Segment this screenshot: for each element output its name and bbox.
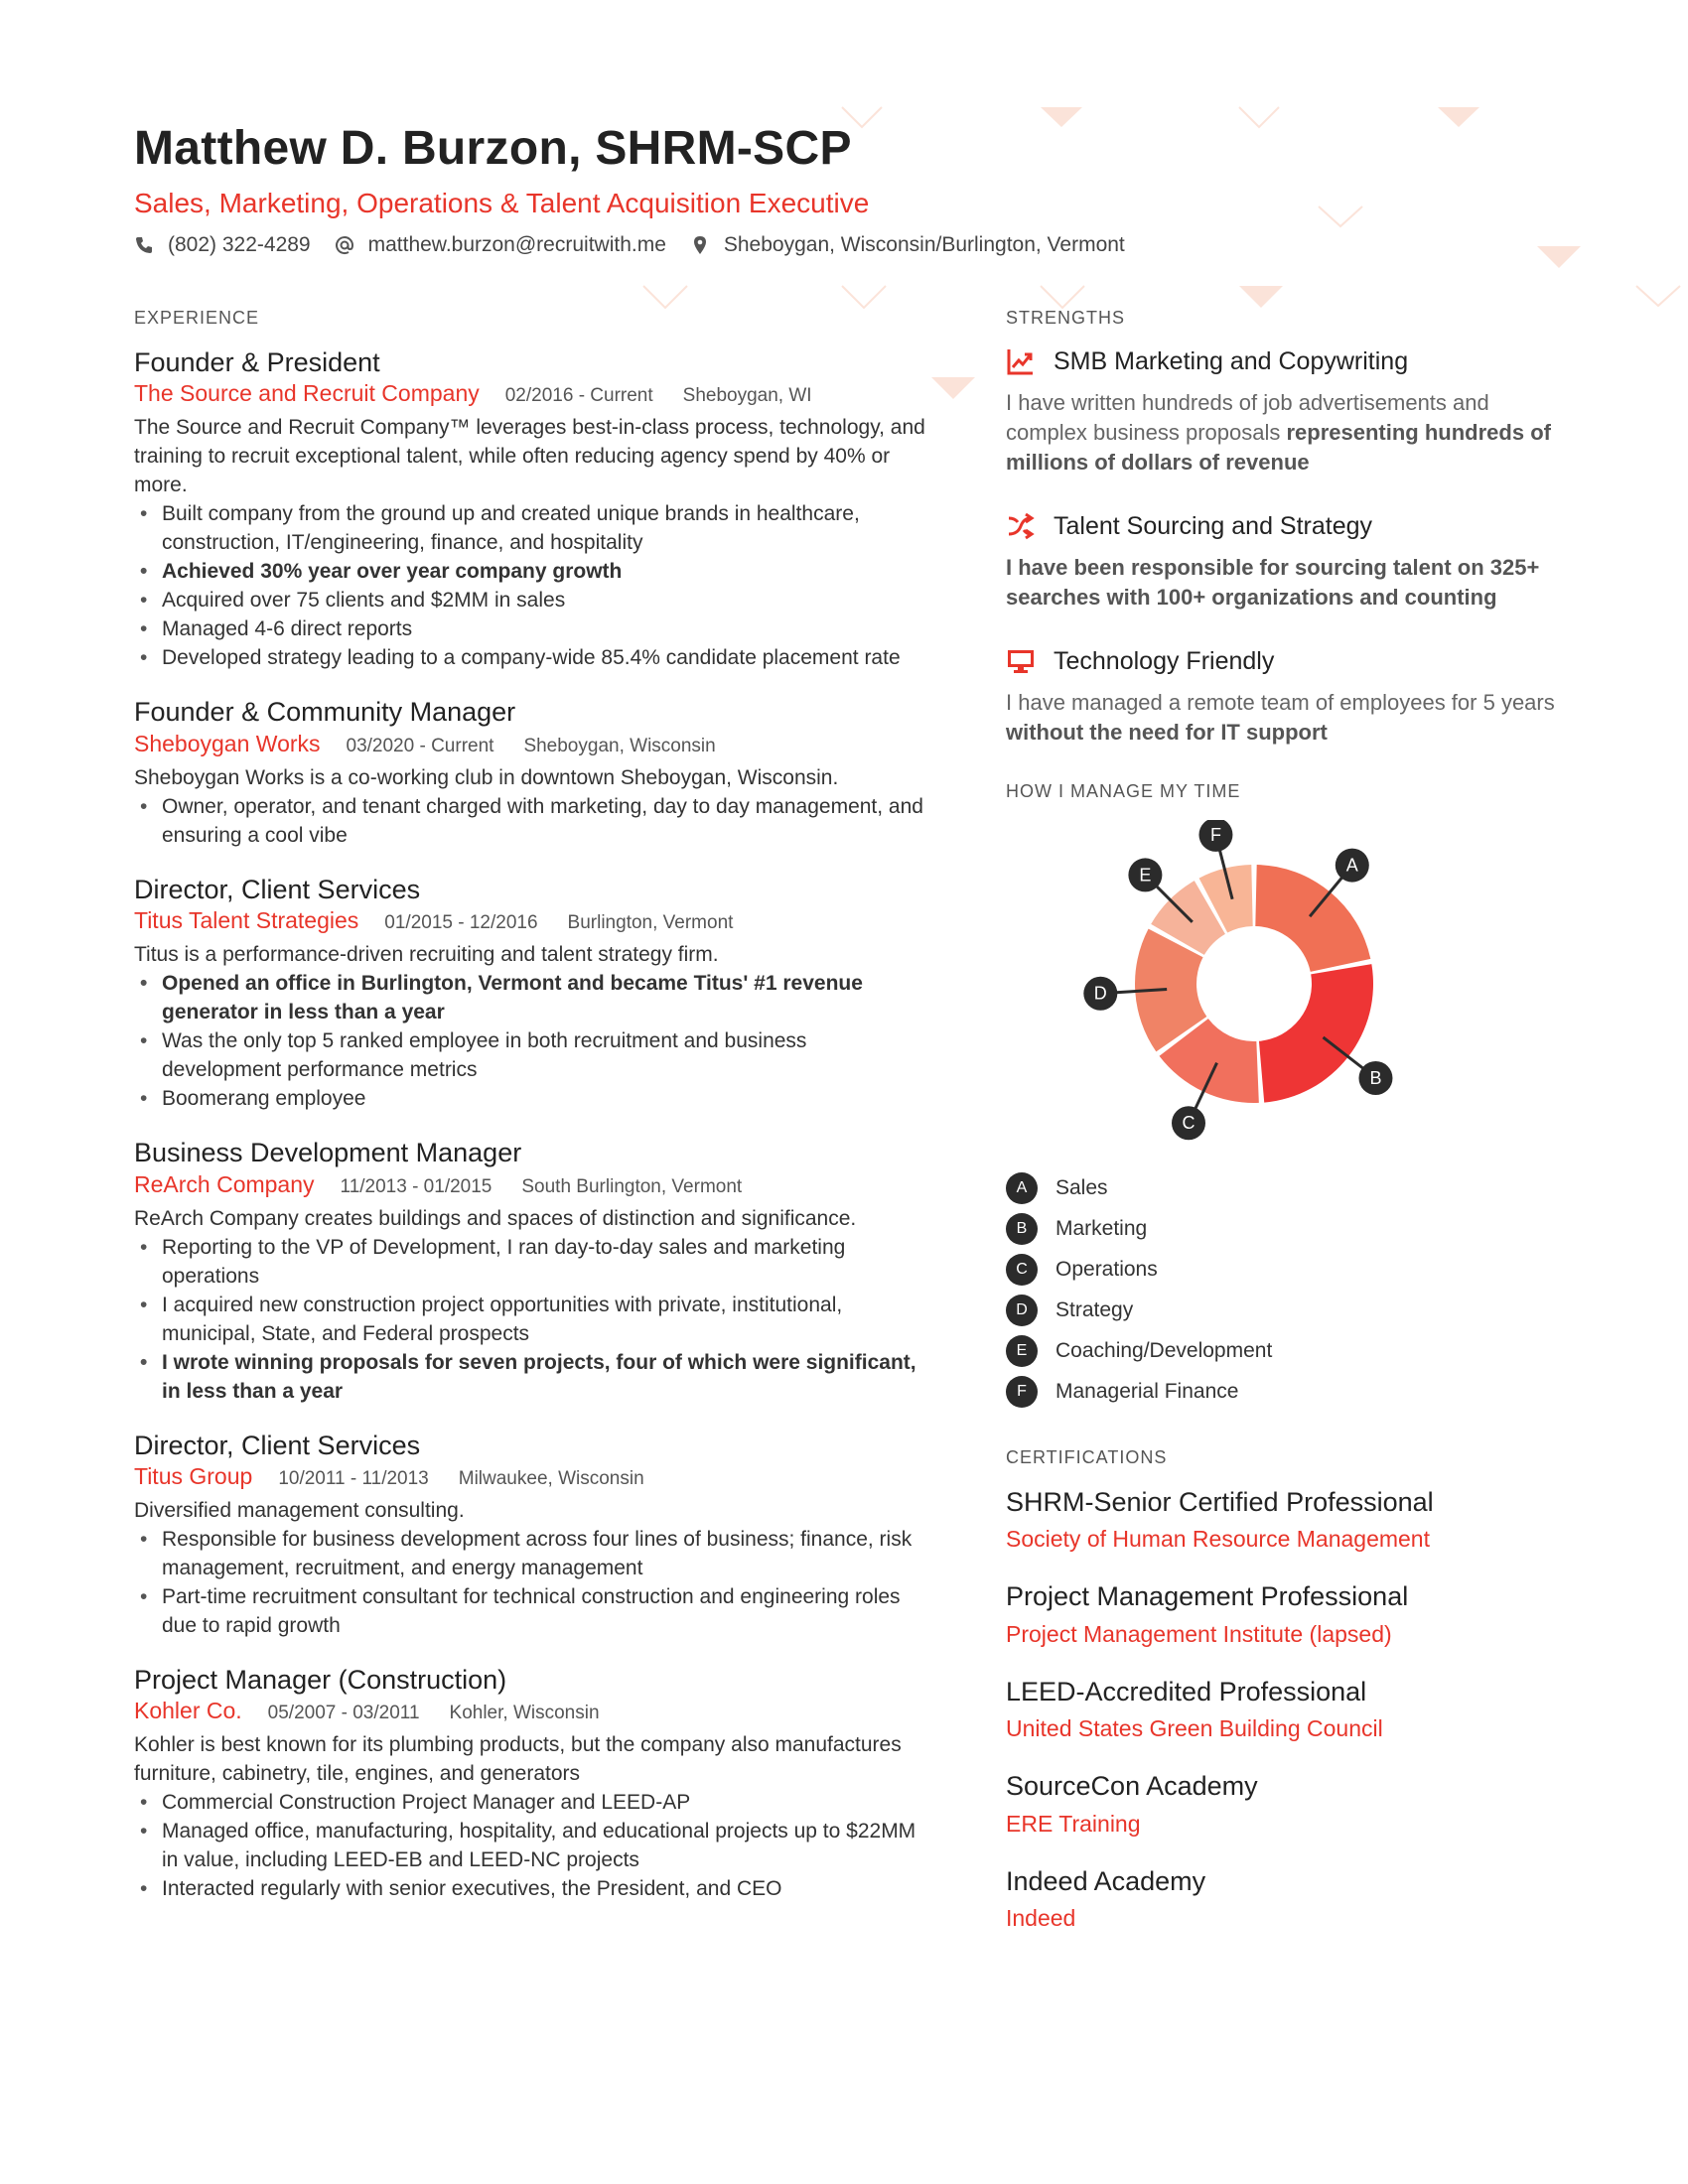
strength-title: Talent Sourcing and Strategy [1054, 511, 1373, 540]
certification-name: Indeed Academy [1006, 1865, 1206, 1896]
job-entry [134, 874, 928, 1113]
job-meta [134, 1463, 928, 1490]
candidate-name: Matthew D. Burzon, SHRM-SCP [134, 122, 852, 175]
certification-item [1006, 1676, 1562, 1742]
job-bullet: • Reporting to the VP of Development, I ran day-to-day sales and marketing operations [134, 1233, 928, 1291]
job-bullet: • Acquired over 75 clients and $2MM in sales [134, 586, 928, 614]
certification-issuer: ERE Training [1006, 1810, 1141, 1837]
experience-heading: EXPERIENCE [134, 308, 260, 328]
strength-description: I have managed a remote team of employees for 5 years without the need for IT support [1006, 690, 1555, 745]
chart-line-icon [1006, 346, 1036, 376]
phone-icon [134, 235, 154, 255]
time-heading: HOW I MANAGE MY TIME [1006, 781, 1241, 801]
job-bullet: • Achieved 30% year over year company growth [134, 557, 928, 586]
certification-issuer: Society of Human Resource Management [1006, 1526, 1430, 1553]
job-bullets [134, 1525, 928, 1640]
job-bullet: • I wrote winning proposals for seven projects, four of which were significant, in less than a year [134, 1348, 928, 1406]
job-bullet: • Responsible for business development across four lines of business; finance, risk management, recruitment, and energy management [134, 1525, 928, 1582]
job-bullets [134, 1233, 928, 1406]
legend-marker: A [1006, 1172, 1038, 1204]
legend-label: Operations [1055, 1257, 1158, 1281]
job-bullet: • Was the only top 5 ranked employee in both recruitment and business development performance metrics [134, 1026, 928, 1084]
email-address[interactable]: matthew.burzon@recruitwith.me [367, 233, 666, 257]
phone-number[interactable]: (802) 322-4289 [168, 233, 311, 257]
job-entry [134, 1430, 928, 1640]
certification-item [1006, 1486, 1562, 1553]
job-bullet: • Opened an office in Burlington, Vermont and became Titus' #1 revenue generator in less than a year [134, 969, 928, 1026]
slice-label: F [1209, 824, 1221, 845]
monitor-icon [1006, 646, 1036, 676]
job-description: ReArch Company creates buildings and spaces of distinction and significance. [134, 1206, 857, 1230]
slice-label: D [1093, 983, 1107, 1004]
job-location: Kohler, Wisconsin [449, 1703, 600, 1724]
job-description: Titus is a performance-driven recruiting and talent strategy firm. [134, 943, 719, 967]
job-bullets [134, 792, 928, 850]
certification-name: SHRM-Senior Certified Professional [1006, 1487, 1434, 1517]
chart-legend [1006, 1167, 1562, 1412]
legend-item [1006, 1371, 1562, 1412]
job-description: Kohler is best known for its plumbing products, but the company also manufactures furniture, cabinetry, tile, engines, and generators [134, 1733, 902, 1786]
job-title: Business Development Manager [134, 1138, 522, 1168]
legend-label: Strategy [1055, 1297, 1134, 1321]
job-dates: 11/2013 - 01/2015 [340, 1175, 492, 1197]
certification-list [1006, 1486, 1562, 1932]
job-title: Director, Client Services [134, 1430, 421, 1460]
legend-marker: F [1006, 1376, 1038, 1408]
job-title: Director, Client Services [134, 874, 421, 904]
company-name: The Source and Recruit Company [134, 380, 480, 407]
job-bullets [134, 499, 928, 672]
job-meta [134, 1698, 928, 1724]
certification-item [1006, 1865, 1562, 1932]
job-dates: 05/2007 - 03/2011 [267, 1703, 420, 1724]
job-dates: 10/2011 - 11/2013 [278, 1467, 429, 1489]
slice-label: C [1182, 1113, 1196, 1134]
job-dates: 03/2020 - Current [346, 735, 494, 756]
certification-name: SourceCon Academy [1006, 1771, 1258, 1802]
legend-label: Sales [1055, 1175, 1108, 1199]
job-list [134, 346, 928, 1903]
strength-item [1006, 511, 1562, 613]
contact-bar [134, 233, 1524, 257]
job-meta [134, 380, 928, 407]
legend-item [1006, 1167, 1562, 1208]
legend-item [1006, 1208, 1562, 1249]
legend-label: Marketing [1055, 1216, 1148, 1240]
job-description: The Source and Recruit Company™ leverages best-in-class process, technology, and training to recruit exceptional talent, while often reducing agency spend by 40% or more. [134, 416, 925, 497]
job-entry [134, 346, 928, 672]
job-location: Sheboygan, WI [682, 385, 812, 407]
slice-label: E [1139, 865, 1152, 886]
location-text: Sheboygan, Wisconsin/Burlington, Vermont [723, 233, 1125, 257]
legend-marker: D [1006, 1295, 1038, 1326]
candidate-title: Sales, Marketing, Operations & Talent Acquisition Executive [134, 188, 870, 219]
job-title: Founder & President [134, 347, 380, 377]
sidebar-column [1006, 308, 1562, 1960]
job-location: Burlington, Vermont [567, 912, 734, 934]
strength-item [1006, 346, 1562, 478]
at-icon [335, 235, 354, 255]
location-pin-icon [690, 235, 710, 255]
job-bullet: • Owner, operator, and tenant charged with marketing, day to day management, and ensuring a cool vibe [134, 792, 928, 850]
job-bullet: • Managed 4-6 direct reports [134, 614, 928, 643]
job-bullet: • I acquired new construction project opportunities with private, institutional, municipal, State, and Federal prospects [134, 1291, 928, 1348]
job-entry [134, 1137, 928, 1405]
job-description: Diversified management consulting. [134, 1498, 465, 1522]
job-dates: 02/2016 - Current [504, 385, 653, 407]
shuffle-icon [1006, 511, 1036, 541]
job-bullet: • Developed strategy leading to a company-wide 85.4% candidate placement rate [134, 643, 928, 672]
legend-label: Managerial Finance [1055, 1379, 1239, 1403]
company-name: ReArch Company [134, 1170, 315, 1197]
job-bullet: • Boomerang employee [134, 1084, 928, 1113]
company-name: Kohler Co. [134, 1698, 242, 1724]
company-name: Titus Group [134, 1462, 253, 1489]
legend-marker: C [1006, 1254, 1038, 1286]
job-location: Sheboygan, Wisconsin [523, 735, 716, 756]
certifications-heading: CERTIFICATIONS [1006, 1447, 1168, 1467]
legend-item [1006, 1290, 1562, 1330]
job-bullet: • Commercial Construction Project Manager and LEED-AP [134, 1788, 928, 1817]
job-location: Milwaukee, Wisconsin [458, 1467, 644, 1489]
job-entry [134, 1664, 928, 1903]
legend-label: Coaching/Development [1055, 1338, 1273, 1362]
legend-marker: E [1006, 1335, 1038, 1367]
job-title: Founder & Community Manager [134, 697, 516, 728]
job-bullet: • Built company from the ground up and created unique brands in healthcare, construction, IT/engineering, finance, and hospitality [134, 499, 928, 557]
strength-title: Technology Friendly [1054, 646, 1275, 675]
legend-item [1006, 1330, 1562, 1371]
experience-section [134, 308, 928, 1927]
job-meta [134, 1171, 928, 1198]
job-bullets [134, 969, 928, 1113]
job-dates: 01/2015 - 12/2016 [384, 912, 538, 934]
certification-name: LEED-Accredited Professional [1006, 1676, 1367, 1706]
job-bullet: • Part-time recruitment consultant for technical construction and engineering roles due to rapid growth [134, 1582, 928, 1640]
certification-issuer: Project Management Institute (lapsed) [1006, 1620, 1392, 1647]
certification-name: Project Management Professional [1006, 1581, 1409, 1612]
job-bullet: • Managed office, manufacturing, hospitality, and educational projects up to $22MM in value, including LEED-EB and LEED-NC projects [134, 1817, 928, 1874]
job-meta [134, 731, 928, 757]
job-bullets [134, 1788, 928, 1903]
legend-item [1006, 1249, 1562, 1290]
certification-issuer: United States Green Building Council [1006, 1715, 1383, 1742]
certification-item [1006, 1770, 1562, 1837]
job-location: South Burlington, Vermont [521, 1175, 743, 1197]
slice-label: A [1345, 855, 1358, 876]
certification-item [1006, 1580, 1562, 1647]
donut-slice-b [1259, 964, 1373, 1102]
strength-description: I have written hundreds of job advertisements and complex business proposals representing hundreds of millions of dollars of revenue [1006, 390, 1551, 475]
company-name: Titus Talent Strategies [134, 907, 359, 934]
job-meta [134, 907, 928, 934]
resume-header [134, 121, 1524, 257]
company-name: Sheboygan Works [134, 730, 321, 756]
certification-issuer: Indeed [1006, 1904, 1076, 1931]
strength-item [1006, 646, 1562, 748]
job-bullet: • Interacted regularly with senior executives, the President, and CEO [134, 1874, 928, 1903]
strengths-heading: STRENGTHS [1006, 308, 1126, 328]
strength-title: SMB Marketing and Copywriting [1054, 346, 1409, 375]
job-title: Project Manager (Construction) [134, 1664, 507, 1695]
strength-description: I have been responsible for sourcing talent on 325+ searches with 100+ organizations and counting [1006, 555, 1540, 610]
time-donut-chart [1006, 820, 1403, 1148]
slice-label: B [1369, 1068, 1382, 1089]
job-description: Sheboygan Works is a co-working club in downtown Sheboygan, Wisconsin. [134, 765, 839, 789]
legend-marker: B [1006, 1213, 1038, 1245]
job-entry [134, 696, 928, 849]
